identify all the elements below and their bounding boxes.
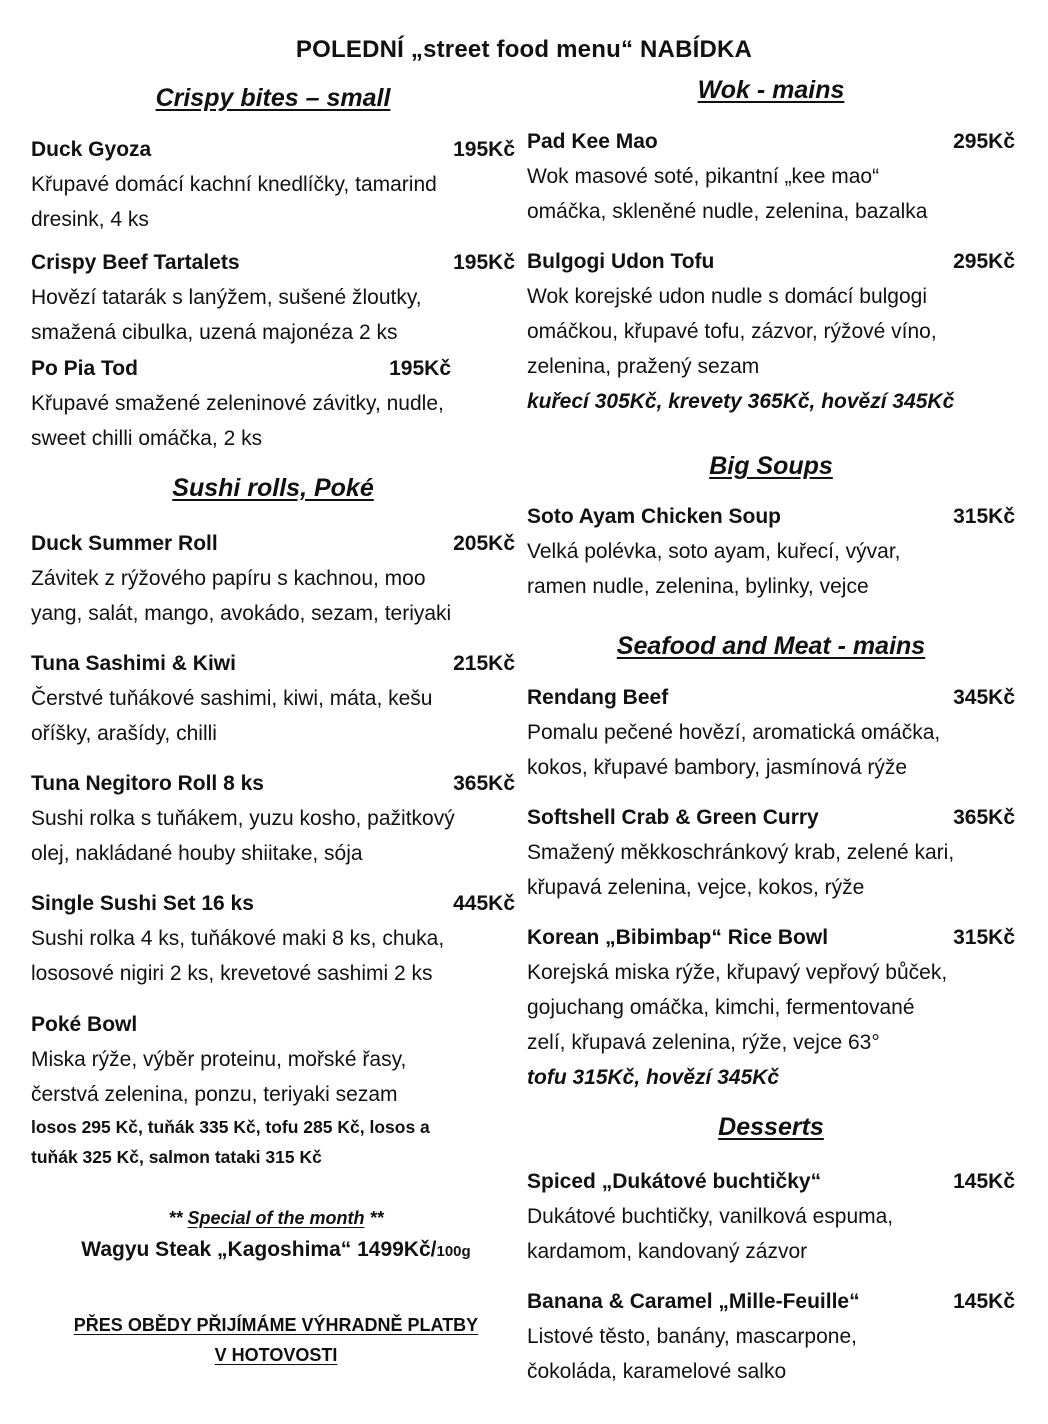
item-desc-line: Křupavé smažené zeleninové závitky, nudle,: [31, 392, 444, 415]
item-desc-line: kardamom, kandovaný zázvor: [527, 1240, 808, 1263]
menu-item-mille-feuille: [527, 1284, 1015, 1389]
section-title-crispy: Crispy bites – small: [155, 84, 391, 112]
section-title-wok: Wok - mains: [697, 76, 845, 104]
item-name: Banana & Caramel „Mille-Feuille“: [527, 1290, 860, 1313]
menu-item-poke-bowl: [31, 1007, 515, 1172]
special-dish: Wagyu Steak „Kagoshima“ 1499Kč/: [81, 1238, 437, 1261]
item-desc-line: Sushi rolka s tuňákem, yuzu kosho, pažitkový: [31, 807, 455, 830]
item-desc-line: Závitek z rýžového papíru s kachnou, moo: [31, 567, 426, 590]
item-name: Duck Gyoza: [31, 138, 152, 161]
item-desc-line: Listové těsto, banány, mascarpone,: [527, 1325, 857, 1348]
special-of-the-month: [31, 1203, 521, 1269]
menu-item-tuna-sashimi-kiwi: [31, 646, 515, 751]
item-price: 365Kč: [453, 772, 515, 795]
menu-item-softshell-crab: [527, 800, 1015, 905]
item-desc-line: ramen nudle, zelenina, bylinky, vejce: [527, 575, 869, 598]
menu-item-po-pia-tod: [31, 351, 515, 456]
item-variants-line: tuňák 325 Kč, salmon tataki 315 Kč: [31, 1147, 322, 1167]
menu-item-duck-gyoza: [31, 132, 515, 237]
item-name: Po Pia Tod: [31, 357, 138, 380]
menu-item-crispy-beef-tartalets: [31, 245, 515, 350]
menu-item-tuna-negitoro-roll: [31, 766, 515, 871]
item-name: Tuna Sashimi & Kiwi: [31, 652, 236, 675]
item-desc-line: Sushi rolka 4 ks, tuňákové maki 8 ks, chuka,: [31, 927, 445, 950]
item-desc-line: zelenina, pražený sezam: [527, 355, 760, 378]
item-desc-line: yang, salát, mango, avokádo, sezam, teriyaki: [31, 602, 452, 625]
menu-item-duck-summer-roll: [31, 526, 515, 631]
menu-item-pad-kee-mao: [527, 124, 1015, 229]
item-variants-line: losos 295 Kč, tuňák 335 Kč, tofu 285 Kč, losos a: [31, 1117, 430, 1137]
item-desc-line: Hovězí tatarák s lanýžem, sušené žloutky,: [31, 286, 422, 309]
item-desc-line: Wok korejské udon nudle s domácí bulgogi: [527, 285, 928, 308]
menu-item-soto-ayam: [527, 499, 1015, 604]
item-name: Tuna Negitoro Roll 8 ks: [31, 772, 264, 795]
item-desc-line: Dukátové buchtičky, vanilková espuma,: [527, 1205, 894, 1228]
item-name: Crispy Beef Tartalets: [31, 251, 240, 274]
item-desc-line: Smažený měkkoschránkový krab, zelené kari,: [527, 841, 955, 864]
item-desc-line: Křupavé domácí kachní knedlíčky, tamarind: [31, 173, 437, 196]
item-desc-line: omáčka, skleněné nudle, zelenina, bazalka: [527, 200, 928, 223]
item-price: 365Kč: [953, 806, 1015, 829]
item-name: Bulgogi Udon Tofu: [527, 250, 715, 273]
menu-item-korean-bibimbap: [527, 920, 1015, 1095]
item-desc-line: čerstvá zelenina, ponzu, teriyaki sezam: [31, 1083, 398, 1106]
item-desc-line: čokoláda, karamelové salko: [527, 1360, 787, 1383]
section-title-soups: Big Soups: [709, 452, 833, 480]
item-desc-line: olej, nakládané houby shiitake, sója: [31, 842, 363, 865]
item-desc-line: Čerstvé tuňákové sashimi, kiwi, máta, kešu: [31, 687, 433, 710]
item-desc-line: křupavá zelenina, vejce, kokos, rýže: [527, 876, 865, 899]
item-price: 195Kč: [453, 251, 515, 274]
item-desc-line: gojuchang omáčka, kimchi, fermentované: [527, 996, 915, 1019]
item-name: Single Sushi Set 16 ks: [31, 892, 254, 915]
item-desc-line: kokos, křupavé bambory, jasmínová rýže: [527, 756, 908, 779]
special-label: [31, 1203, 521, 1233]
item-variants-line: tofu 315Kč, hovězí 345Kč: [527, 1066, 780, 1089]
item-name: Poké Bowl: [31, 1013, 138, 1036]
section-title-sushi: Sushi rolls, Poké: [172, 474, 374, 502]
item-desc-line: Korejská miska rýže, křupavý vepřový bůček,: [527, 961, 948, 984]
item-price: 145Kč: [953, 1290, 1015, 1313]
item-price: 145Kč: [953, 1170, 1015, 1193]
item-desc-line: omáčkou, křupavé tofu, zázvor, rýžové víno,: [527, 320, 937, 343]
item-price: 445Kč: [453, 892, 515, 915]
payment-notice-line: PŘES OBĚDY PŘIJÍMÁME VÝHRADNĚ PLATBY: [73, 1315, 479, 1335]
payment-notice-line: V HOTOVOSTI: [214, 1345, 338, 1365]
item-name: Duck Summer Roll: [31, 532, 218, 555]
payment-notice: [31, 1310, 521, 1370]
item-name: Korean „Bibimbap“ Rice Bowl: [527, 926, 829, 949]
special-stars: **: [168, 1208, 183, 1228]
special-label-text: Special of the month: [187, 1208, 365, 1228]
item-price: 295Kč: [953, 130, 1015, 153]
item-name: Spiced „Dukátové buchtičky“: [527, 1170, 822, 1193]
item-desc-line: Miska rýže, výběr proteinu, mořské řasy,: [31, 1048, 407, 1071]
item-desc-line: zelí, křupavá zelenina, rýže, vejce 63°: [527, 1031, 880, 1054]
item-name: Soto Ayam Chicken Soup: [527, 505, 781, 528]
menu-item-dukatove-buchticky: [527, 1164, 1015, 1269]
special-stars: **: [369, 1208, 384, 1228]
item-price: 215Kč: [453, 652, 515, 675]
section-title-desserts: Desserts: [718, 1113, 824, 1141]
item-price: 315Kč: [953, 926, 1015, 949]
item-desc-line: Wok masové soté, pikantní „kee mao“: [527, 165, 880, 188]
item-desc-line: lososové nigiri 2 ks, krevetové sashimi 2 ks: [31, 962, 433, 985]
menu-item-rendang-beef: [527, 680, 1015, 785]
item-desc-line: oříšky, arašídy, chilli: [31, 722, 217, 745]
item-desc-line: Velká polévka, soto ayam, kuřecí, vývar,: [527, 540, 901, 563]
item-desc-line: Pomalu pečené hovězí, aromatická omáčka,: [527, 721, 941, 744]
special-text: [31, 1233, 521, 1269]
item-price: 195Kč: [453, 138, 515, 161]
menu-item-single-sushi-set: [31, 886, 515, 991]
item-price: 345Kč: [953, 686, 1015, 709]
section-title-seafood: Seafood and Meat - mains: [616, 632, 926, 660]
menu-item-bulgogi-udon-tofu: [527, 244, 1015, 419]
item-name: Pad Kee Mao: [527, 130, 658, 153]
item-price: 295Kč: [953, 250, 1015, 273]
item-name: Rendang Beef: [527, 686, 669, 709]
item-name: Softshell Crab & Green Curry: [527, 806, 819, 829]
item-price: 195Kč: [389, 357, 451, 380]
item-variants-line: kuřecí 305Kč, krevety 365Kč, hovězí 345Kč: [527, 390, 955, 413]
item-desc-line: smažená cibulka, uzená majonéza 2 ks: [31, 321, 398, 344]
item-price: 315Kč: [953, 505, 1015, 528]
special-unit: 100g: [436, 1243, 471, 1260]
item-desc-line: sweet chilli omáčka, 2 ks: [31, 427, 263, 450]
item-desc-line: dresink, 4 ks: [31, 208, 149, 231]
page-title: POLEDNÍ „street food menu“ NABÍDKA: [295, 36, 753, 63]
item-price: 205Kč: [453, 532, 515, 555]
